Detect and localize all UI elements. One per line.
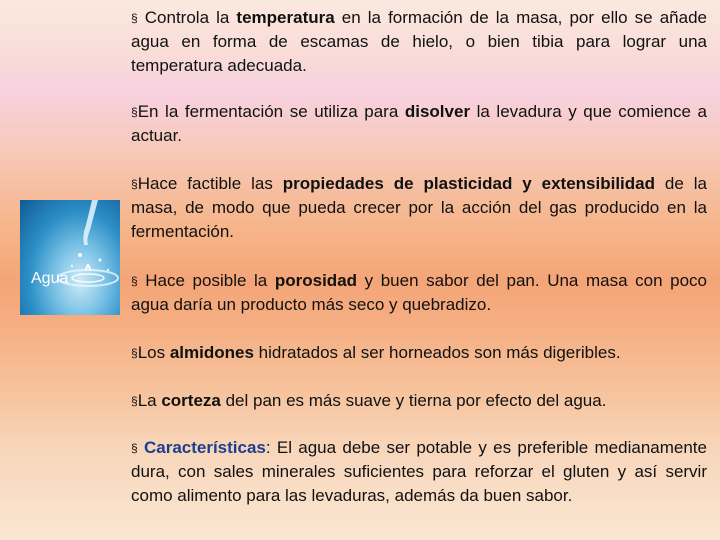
bullet-plasticidad bbox=[131, 172, 707, 244]
bold-text: corteza bbox=[161, 391, 221, 410]
text: hidratados al ser horneados son más digeribles. bbox=[253, 343, 621, 362]
bold-text: almidones bbox=[169, 343, 254, 362]
text: la levadura y que comience a actuar. bbox=[131, 102, 707, 145]
image-label: Agua bbox=[31, 270, 69, 287]
text: en la formación de la masa, por ello se añade agua en forma de escamas de hielo, o bien tibia para lograr una temperatura adecuada. bbox=[131, 8, 707, 75]
bullet-marker: § bbox=[131, 11, 138, 25]
text: Hace posible la bbox=[137, 271, 275, 290]
bold-text: temperatura bbox=[236, 8, 335, 27]
text: Controla la bbox=[137, 8, 237, 27]
bold-text: disolver bbox=[404, 102, 471, 121]
bullet-marker: § bbox=[131, 274, 138, 288]
text: del pan es más suave y tierna por efecto del agua. bbox=[220, 391, 607, 410]
text: y buen sabor del pan. Una masa con poco agua daría un producto más seco y quebradizo. bbox=[131, 271, 708, 314]
text: : El agua debe ser potable y es preferible medianamente dura, con sales minerales suficientes para reforzar el gluten y así servir como alimento para las levaduras, además da buen sabor. bbox=[131, 438, 707, 505]
bullet-marker: § bbox=[131, 441, 138, 455]
bullet-caracteristicas bbox=[131, 436, 707, 508]
text: La bbox=[137, 391, 162, 410]
bullet-marker: § bbox=[131, 105, 138, 119]
text: de la masa, de modo que pueda crecer por la acción del gas producido en la fermentación. bbox=[131, 174, 707, 241]
bullet-porosidad bbox=[131, 269, 707, 317]
bullet-marker: § bbox=[131, 346, 138, 360]
text: En la fermentación se utiliza para bbox=[137, 102, 405, 121]
bold-text: porosidad bbox=[274, 271, 358, 290]
bullet-almidones bbox=[131, 341, 707, 365]
bullet-temperatura bbox=[131, 6, 707, 78]
highlight-text: Características bbox=[143, 438, 266, 457]
bold-text: propiedades de plasticidad y extensibilidad bbox=[282, 174, 655, 193]
bullet-marker: § bbox=[131, 177, 138, 191]
bullet-marker: § bbox=[131, 394, 138, 408]
bullet-disolver bbox=[131, 100, 707, 148]
text: Hace factible las bbox=[137, 174, 283, 193]
text: Los bbox=[137, 343, 170, 362]
bullet-corteza bbox=[131, 389, 707, 413]
water-drop-splash-icon bbox=[20, 200, 120, 315]
